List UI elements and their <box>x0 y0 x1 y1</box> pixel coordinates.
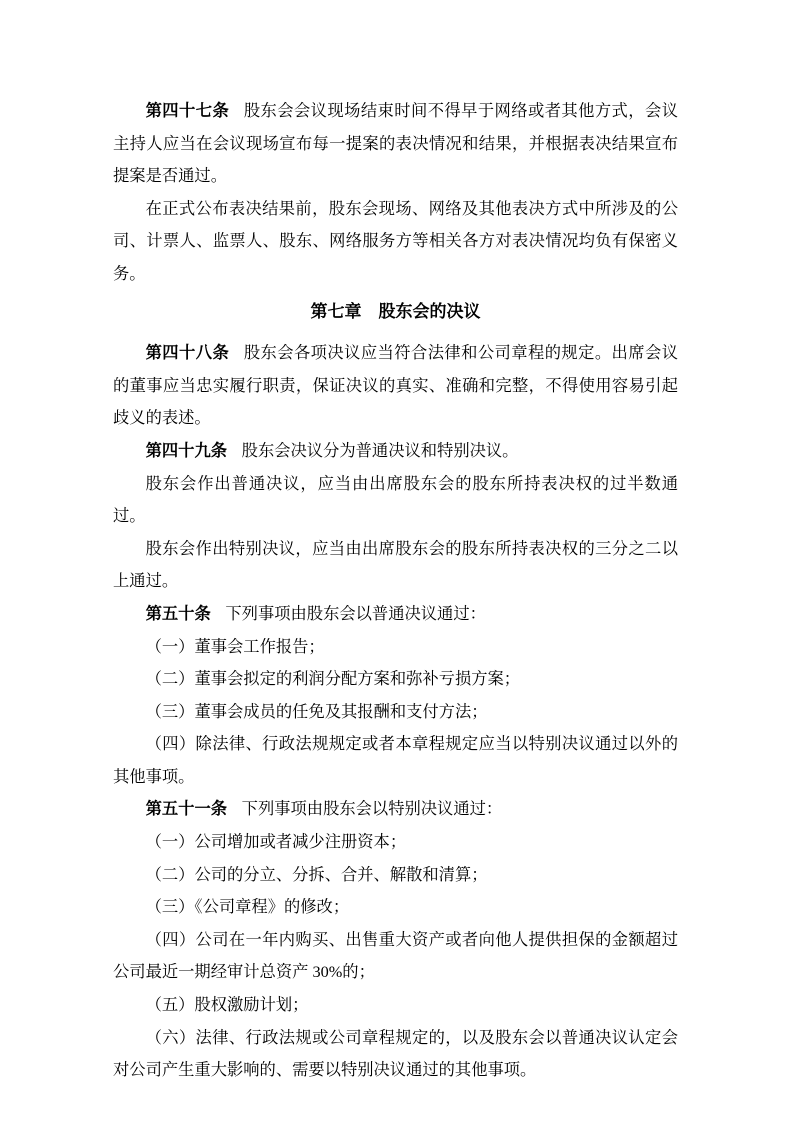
list-item-paragraph <box>113 663 678 696</box>
paragraph-text: （一）公司增加或者减少注册资本； <box>145 832 407 852</box>
list-item-paragraph <box>113 924 678 989</box>
body-paragraph <box>113 193 678 291</box>
paragraph-text: （二）公司的分立、分拆、合并、解散和清算； <box>145 864 488 884</box>
paragraph-text: （二）董事会拟定的利润分配方案和弥补亏损方案； <box>145 669 521 689</box>
list-item-paragraph <box>113 1022 678 1087</box>
paragraph-text: 下列事项由股东会以普通决议通过： <box>225 603 486 623</box>
body-paragraph <box>113 468 678 533</box>
paragraph-text: 股东会作出普通决议，应当由出席股东会的股东所持表决权的过半数通过。 <box>113 473 678 526</box>
article-paragraph <box>113 793 678 826</box>
list-item-paragraph <box>113 826 678 859</box>
list-item-paragraph <box>113 728 678 793</box>
paragraph-text: 股东会各项决议应当符合法律和公司章程的规定。出席会议的董事应当忠实履行职责，保证决议的真实、准确和完整，不得使用容易引起歧义的表述。 <box>113 343 678 428</box>
paragraph-text: 下列事项由股东会以特别决议通过： <box>241 799 503 819</box>
chapter-heading: 第七章 股东会的决议 <box>310 301 481 321</box>
article-number: 第五十一条 <box>145 799 228 819</box>
article-paragraph <box>113 95 678 193</box>
paragraph-text: （五）股权激励计划； <box>145 995 309 1015</box>
paragraph-text: 在正式公布表决结果前，股东会现场、网络及其他表决方式中所涉及的公司、计票人、监票人、股东、网络服务方等相关各方对表决情况均负有保密义务。 <box>113 198 678 283</box>
paragraph-text: （三）董事会成员的任免及其报酬和支付方法； <box>145 701 488 721</box>
paragraph-text: （一）董事会工作报告； <box>145 636 325 656</box>
paragraph-text: （四）除法律、行政法规规定或者本章程规定应当以特别决议通过以外的其他事项。 <box>113 734 678 786</box>
article-paragraph <box>113 337 678 435</box>
article-paragraph <box>113 598 678 631</box>
article-number: 第四十七条 <box>145 101 230 120</box>
paragraph-text: 股东会会议现场结束时间不得早于网络或者其他方式，会议主持人应当在会议现场宣布每一提案的表决情况和结果，并根据表决结果宣布提案是否通过。 <box>113 101 678 186</box>
list-item-paragraph <box>113 859 678 892</box>
body-paragraph <box>113 533 678 598</box>
list-item-paragraph <box>113 631 678 664</box>
paragraph-text: 股东会作出特别决议，应当由出席股东会的股东所持表决权的三分之二以上通过。 <box>113 538 678 591</box>
article-number: 第四十八条 <box>145 343 230 363</box>
paragraph-text: （三）《公司章程》的修改； <box>145 897 350 917</box>
document-body <box>113 95 678 1087</box>
paragraph-text: 股东会决议分为普通决议和特别决议。 <box>241 440 519 460</box>
article-paragraph <box>113 435 678 468</box>
paragraph-text: （四）公司在一年内购买、出售重大资产或者向他人提供担保的金额超过公司最近一期经审计总资产 30%的； <box>113 929 678 982</box>
article-number: 第五十条 <box>145 603 211 623</box>
list-item-paragraph <box>113 696 678 729</box>
list-item-paragraph <box>113 891 678 924</box>
paragraph-text: （六）法律、行政法规或公司章程规定的，以及股东会以普通决议认定会对公司产生重大影响的、需要以特别决议通过的其他事项。 <box>113 1027 678 1080</box>
list-item-paragraph <box>113 989 678 1022</box>
article-number: 第四十九条 <box>145 440 228 460</box>
